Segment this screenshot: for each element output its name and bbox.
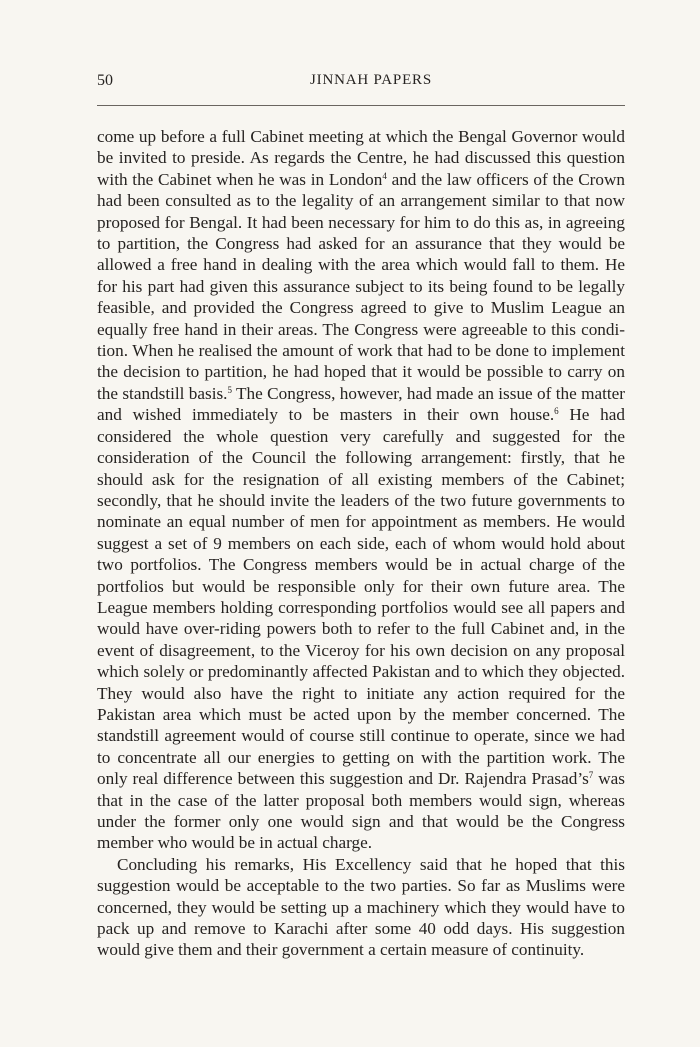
page-number: 50	[97, 72, 113, 89]
body-text	[97, 126, 625, 961]
footnote-ref-5: 5	[227, 384, 232, 395]
footnote-ref-6: 6	[554, 406, 559, 417]
running-title: JINNAH PAPERS	[310, 72, 432, 88]
paragraph-2: Concluding his remarks, His Excellency said that he hoped that this suggestion would be acceptable to the two parties. So far as Muslims were concerned, they would be setting up a machinery which they would have to pack up and remove to Karachi after some 40 odd days. His suggestion would give them and their government a certain measure of continuity.	[97, 854, 625, 960]
paragraph-1-part-5: was that in the case of the latter proposal both members would sign, whereas under the former only one would sign and that would be the Congress member who would be in actual charge.	[97, 769, 625, 853]
paragraph-1-part-4: He had considered the whole question very carefully and suggested for the consideration of the Council the following arrangement: firstly, that he should ask for the resignation of all existing members of the Cabinet; secondly, that he should invite the leaders of the two future governments to nominate an equal number of men for appointment as members. He would suggest a set of 9 members on each side, each of whom would hold about two portfolios. The Congress members would be in actual charge of the portfolios but would be responsible only for their own future area. The League members holding corresponding portfolios would see all papers and would have over-riding powers both to refer to the full Cabinet and, in the event of disagreement, to the Viceroy for his own decision on any proposal which solely or predominantly affected Pakistan and to which they objected. They would also have the right to initiate any action required for the Pakistan area which must be acted upon by the member concerned. The standstill agreement would of course still continue to operate, since we had to concentrate all our energies to getting on with the partition work. The only real difference between this suggestion and Dr. Rajendra Prasad’s	[97, 405, 625, 789]
paragraph-1-part-1: come up before a full Cabinet meeting at which the Bengal Governor would be invited to preside. As regards the Centre, he had discussed this question with the Cabinet when he was in London	[97, 127, 625, 189]
header-rule	[97, 105, 625, 106]
page-header	[97, 72, 625, 94]
paragraph-1-part-3: The Congress, however, had made an issue of the matter and wished immediately to be masters in their own house.	[97, 383, 625, 425]
footnote-ref-7: 7	[588, 770, 594, 781]
footnote-ref-4: 4	[382, 170, 387, 181]
paragraph-1	[97, 126, 625, 854]
paragraph-1-part-2: and the law officers of the Crown had been consulted as to the legality of an arrangement similar to that now proposed for Bengal. It had been necessary for him to do this as, in agreeing to partition, the Congress had asked for an assurance that they would be allowed a free hand in dealing with the area which would fall to them. He for his part had given this assurance subject to its being found to be legally feasible, and provided the Congress agreed to give to Muslim League an equally free hand in their areas. The Congress were agreeable to this condition. When he realised the amount of work that had to be done to implement the decision to partition, he had hoped that it would be possible to carry on the standstill basis.	[97, 169, 625, 403]
